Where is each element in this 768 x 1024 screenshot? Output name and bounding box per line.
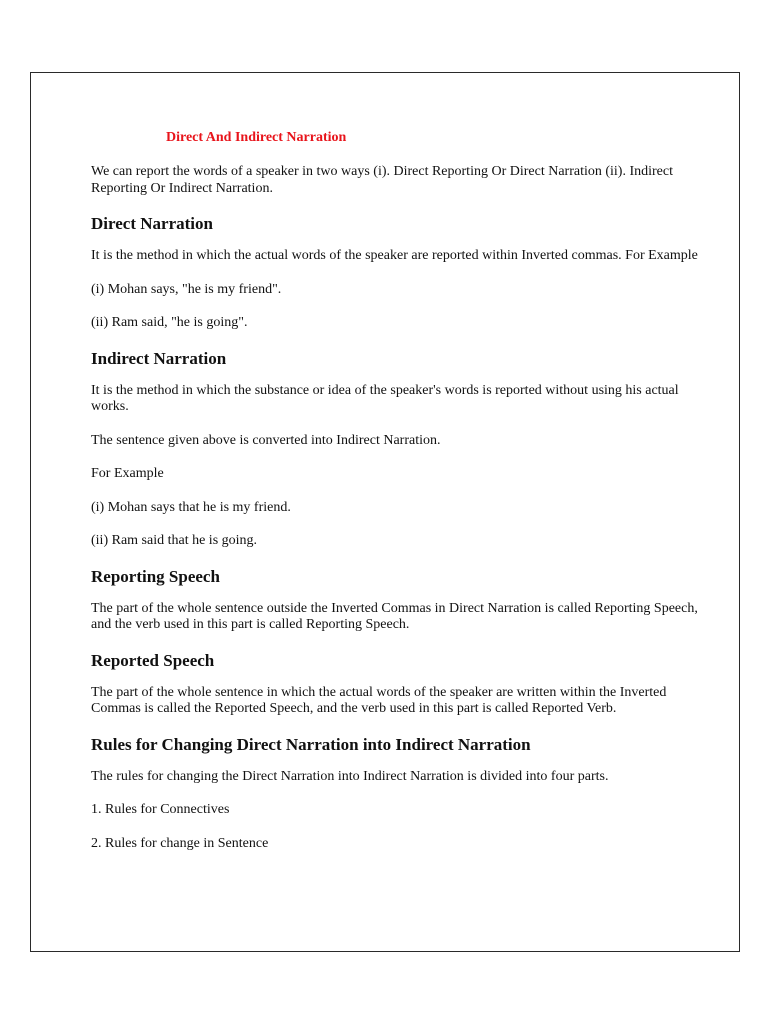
paragraph: The rules for changing the Direct Narration into Indirect Narration is divided into four parts. xyxy=(91,768,609,784)
paragraph: The sentence given above is converted into Indirect Narration. xyxy=(91,432,441,448)
paragraph: For Example xyxy=(91,466,164,481)
intro-paragraph: We can report the words of a speaker in two ways (i). Direct Reporting Or Direct Narration (ii). Indirect Reporting Or Indirect Narration. xyxy=(91,164,673,196)
heading-reporting-speech: Reporting Speech xyxy=(91,566,220,586)
example-line: (ii) Ram said that he is going. xyxy=(91,533,258,548)
document-title: Direct And Indirect Narration xyxy=(166,130,347,145)
list-item: 2. Rules for change in Sentence xyxy=(91,835,269,851)
paragraph: It is the method in which the actual words of the speaker are reported within Inverted commas. For Example xyxy=(91,248,698,263)
paragraph: The part of the whole sentence outside the Inverted Commas in Direct Narration is called Reporting Speech, and the verb used in this part is called Reporting Speech. xyxy=(91,600,698,632)
paragraph: It is the method in which the substance or idea of the speaker's words is reported without using his actual works. xyxy=(91,382,679,414)
example-line: (i) Mohan says, "he is my friend". xyxy=(91,281,282,297)
heading-rules: Rules for Changing Direct Narration into Indirect Narration xyxy=(91,734,531,754)
document-page xyxy=(30,72,740,952)
list-item: 1. Rules for Connectives xyxy=(91,802,230,817)
paragraph: The part of the whole sentence in which the actual words of the speaker are written within the Inverted Commas is called the Reported Speech, and the verb used in this part is called Reported Verb. xyxy=(91,684,667,716)
example-line: (ii) Ram said, "he is going". xyxy=(91,315,248,330)
document-content xyxy=(91,129,711,869)
heading-direct-narration: Direct Narration xyxy=(91,214,213,233)
example-line: (i) Mohan says that he is my friend. xyxy=(91,499,291,515)
heading-indirect-narration: Indirect Narration xyxy=(91,348,227,368)
heading-reported-speech: Reported Speech xyxy=(91,650,215,670)
